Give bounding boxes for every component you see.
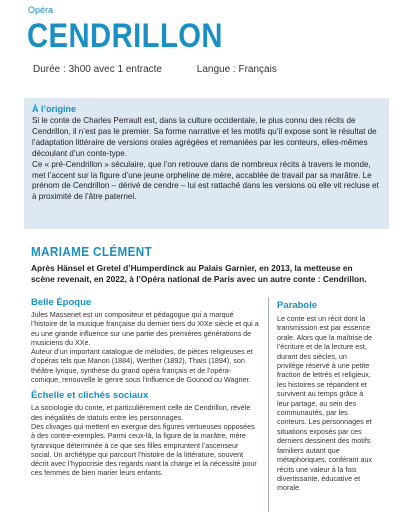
belle-epoque-heading: Belle Époque [31,297,92,308]
column-divider [268,297,269,512]
director-name: MARIAME CLÉMENT [31,244,153,259]
left-column [31,297,260,478]
origin-box [24,98,389,229]
origin-paragraph-2: Ce « pré-Cendrillon » séculaire, que l’on retrouve dans de nombreux récits à travers le monde, met l’accent sur la figure d’une jeune orpheline de mère, accablée de travail par sa marâtre. Le prénom de Cendrillon – dérivé de cendre – lui est rattaché dans les versions où elle vit recluse et à proximité de l’âtre paternel. [32,159,379,202]
echelle-heading: Échelle et clichés sociaux [31,390,149,402]
origin-paragraph-1: Si le conte de Charles Perrault est, dans la culture occidentale, le plus connu des récits de Cendrillon, il n’est pas le premier. Sa forme narrative et les motifs qu’il expose sont le résultat de l’adaptation littéraire de versions orales agrégées et remaniées par les conteurs, elles-mêmes découlant d’un conte-type. [32,116,377,158]
echelle-section [31,390,260,477]
right-column [277,300,374,493]
page-title: CENDRILLON [27,17,223,55]
belle-epoque-paragraph-2: Auteur d’un important catalogue de mélodies, de pièces religieuses et d’opéras tels que Manon (1884), Werther (1892), Thaïs (1894), son théâtre lyrique, synthèse du grand opéra français et de l’opéra-comique, renouvelle le genre sous l’influence de Gounod ou Wagner. [31,347,253,385]
parabole-heading: Parabole [277,300,318,311]
category-label: Opéra [28,5,54,15]
parabole-text: Le conte est un récit dont la transmission est par essence orale. Alors que la maîtrise de l’écriture et de la lecture est, durant des siècles, un privilège réservé à une petite fraction de lettrés et religieux, les histoires se répandent et survivent au temps grâce à leur partage, au sein des communautés, par les conteurs. Les personnages et situations exposés par ces derniers dessinent des motifs familiers autant que métaphoriques, conférant aux récits une valeur à la fois divertissante, éducative et morale. [277,314,373,493]
language-text: Langue : Français [196,64,277,75]
director-intro: Après Hänsel et Gretel d’Humperdinck au Palais Garnier, en 2013, la metteuse en scène revenait, en 2022, à l’Opéra national de Paris avec un autre conte : Cendrillon. [31,263,367,285]
meta-row [33,64,277,75]
belle-epoque-paragraph-1: Jules Massenet est un compositeur et pédagogue qui a marqué l’histoire de la musique française du dernier tiers du XIXe siècle et qui a eu une grande influence sur une partie des premières générations de musiciens du XXe. [31,310,259,347]
echelle-paragraph-1: La sociologie du conte, et particulièrement celle de Cendrillon, révèle des inégalités de statuts entre les personnages. [31,403,251,422]
origin-heading: À l’origine [32,104,77,114]
echelle-paragraph-2: Des clivages qui mettent en exergue des figures vertueuses opposées à des contre-exemples. Parmi ceux-là, la figure de la marâtre, mère tyrannique déterminée à ce que ses filles empruntent l’ascenseur social. Un archétype qui parcourt l’histoire de la littérature, souvent décrit avec l’hypocrisie des regards niant la charge et la nécessité pour ces femmes de bien marier leurs enfants. [31,421,257,478]
duration-text: Durée : 3h00 avec 1 entracte [33,64,162,75]
